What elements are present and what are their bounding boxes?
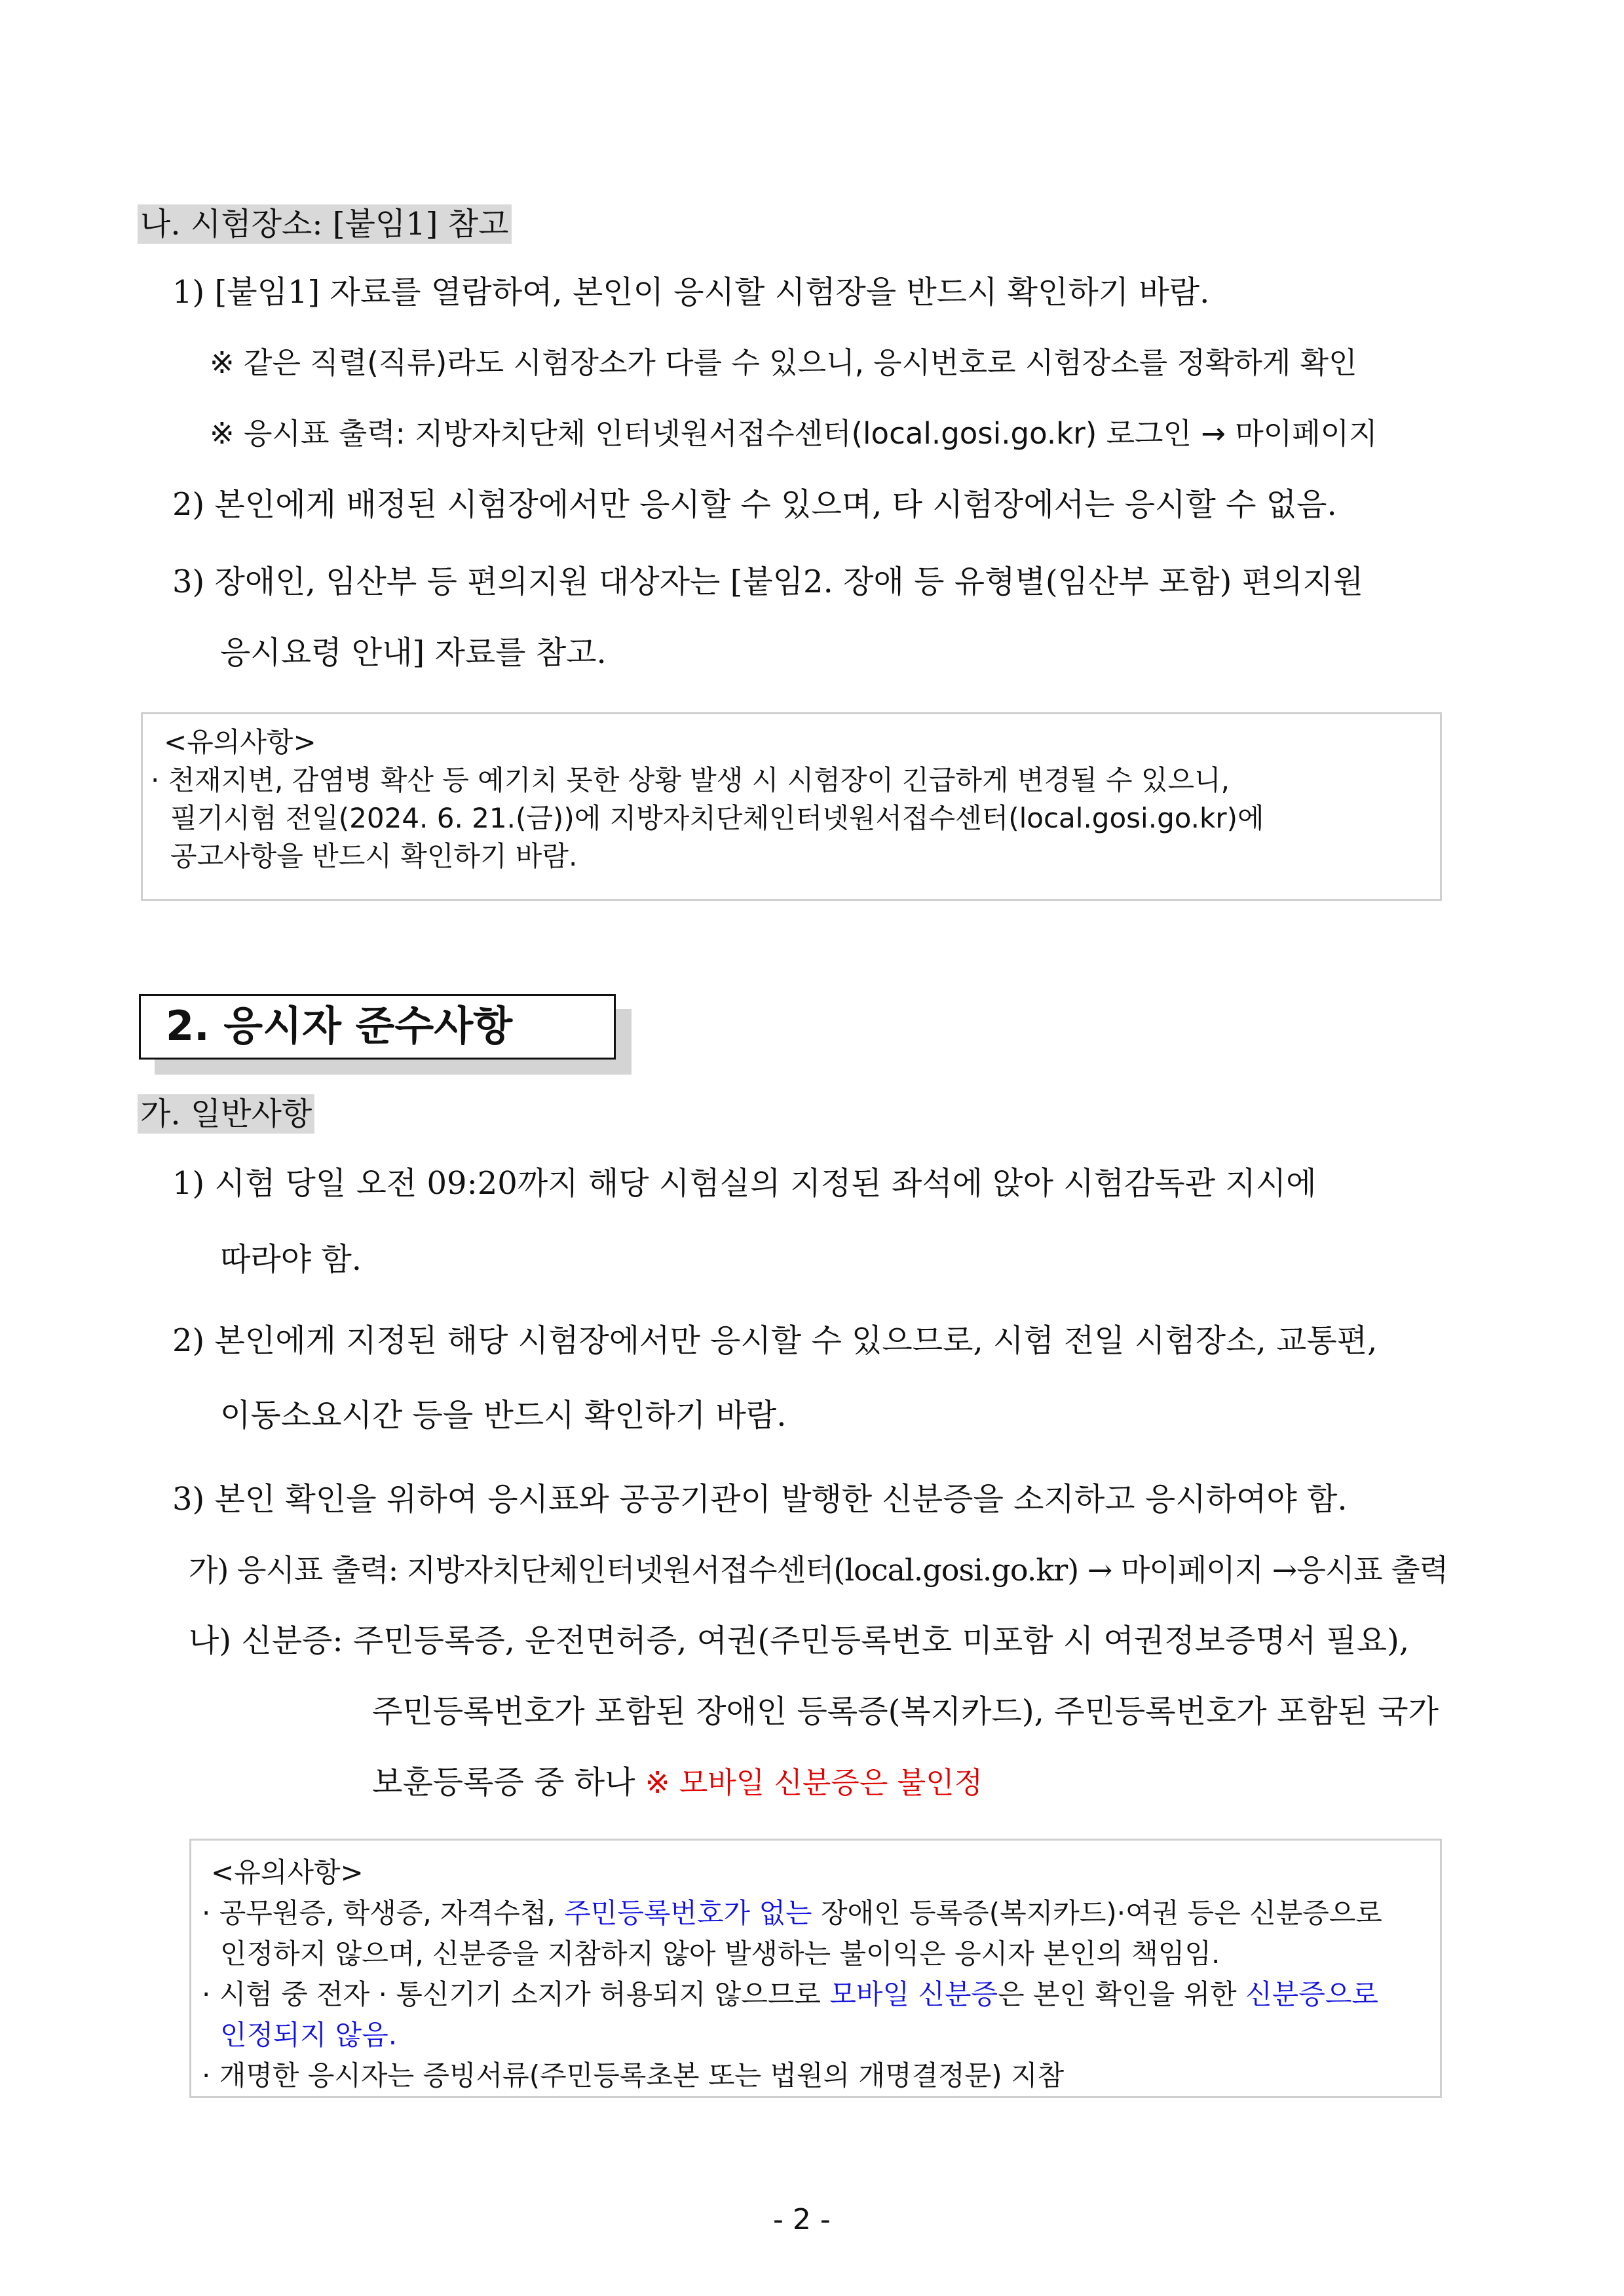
chapter-heading — [139, 994, 616, 1060]
notice-1-title: <유의사항> — [164, 726, 316, 758]
section-na-item-2: 2) 본인에게 배정된 시험장에서만 응시할 수 있으며, 타 시험장에서는 응시할 수 없음. — [172, 486, 1337, 523]
chapter-title: 2. 응시자 준수사항 — [166, 1002, 513, 1050]
section-na-item-3-line-1: 3) 장애인, 임산부 등 편의지원 대상자는 [붙임2. 장애 등 유형별(임산부 포함) 편의지원 — [172, 564, 1364, 600]
section-ga-item-3: 3) 본인 확인을 위하여 응시표와 공공기관이 발행한 신분증을 소지하고 응시하여야 함. — [172, 1481, 1348, 1518]
notice-2-line-1 — [202, 1893, 1440, 1934]
notice-2-line-1-a: · 공무원증, 학생증, 자격수첩, — [202, 1897, 565, 1929]
notice-2-line-1-blue: 주민등록번호가 없는 — [564, 1897, 812, 1929]
page-number: - 2 - — [773, 2203, 831, 2236]
notice-2-line-1-b: 장애인 등록증(복지카드)·여권 등은 신분증으로 — [812, 1897, 1383, 1929]
section-ga-item-2-line-2: 이동소요시간 등을 반드시 확인하기 바람. — [220, 1397, 787, 1434]
notice-box-1 — [141, 712, 1442, 901]
section-ga-item-1-line-1: 1) 시험 당일 오전 09:20까지 해당 시험실의 지정된 좌석에 앉아 시험감독관 지시에 — [172, 1165, 1317, 1202]
notice-1-line-3: 공고사항을 반드시 확인하기 바람. — [170, 840, 578, 872]
section-ga-sub-b-line-2: 주민등록번호가 포함된 장애인 등록증(복지카드), 주민등록번호가 포함된 국가 — [372, 1693, 1439, 1730]
notice-2-title: <유의사항> — [211, 1856, 364, 1888]
section-na-item-3-line-2: 응시요령 안내] 자료를 참고. — [220, 634, 607, 671]
notice-2-line-3-blue-1: 모바일 신분증 — [829, 1978, 998, 2010]
notice-2-line-2: 인정하지 않으며, 신분증을 지참하지 않아 발생하는 불이익은 응시자 본인의 책임임. — [220, 1938, 1220, 1970]
mobile-id-not-accepted: ※ 모바일 신분증은 불인정 — [645, 1765, 983, 1800]
section-ga-sub-b-line-1: 나) 신분증: 주민등록증, 운전면허증, 여권(주민등록번호 미포함 시 여권정보증명서 필요), — [189, 1622, 1410, 1659]
notice-2-line-3 — [202, 1974, 1440, 2015]
section-ga-sub-b-line-3 — [372, 1763, 983, 1803]
section-na-note-2: ※ 응시표 출력: 지방자치단체 인터넷원서접수센터(local.gosi.go.kr) 로그인 → 마이페이지 — [210, 416, 1378, 451]
notice-2-line-3-a: · 시험 중 전자 · 통신기기 소지가 허용되지 않으므로 — [202, 1978, 830, 2010]
section-ga-item-2-line-1: 2) 본인에게 지정된 해당 시험장에서만 응시할 수 있으므로, 시험 전일 시험장소, 교통편, — [172, 1322, 1378, 1359]
notice-2-line-4: 인정되지 않음. — [220, 2019, 398, 2051]
section-na-item-1: 1) [붙임1] 자료를 열람하여, 본인이 응시할 시험장을 반드시 확인하기 바람. — [172, 274, 1210, 311]
notice-1-line-1: · 천재지변, 감염병 확산 등 예기치 못한 상황 발생 시 시험장이 긴급하게 변경될 수 있으니, — [151, 764, 1230, 796]
section-ga-heading: 가. 일반사항 — [138, 1094, 314, 1134]
notice-2-line-3-blue-2: 신분증으로 — [1245, 1978, 1378, 2010]
sub-b-line-3-text: 보훈등록증 중 하나 — [372, 1764, 645, 1801]
notice-2-line-3-b: 은 본인 확인을 위한 — [998, 1978, 1246, 2010]
notice-box-2 — [189, 1839, 1442, 2098]
section-na-heading: 나. 시험장소: [붙임1] 참고 — [138, 204, 512, 244]
notice-1-line-2: 필기시험 전일(2024. 6. 21.(금))에 지방자치단체인터넷원서접수센터(local.gosi.go.kr)에 — [170, 802, 1264, 834]
notice-2-line-5: · 개명한 응시자는 증빙서류(주민등록초본 또는 법원의 개명결정문) 지참 — [202, 2059, 1065, 2092]
section-na-note-1: ※ 같은 직렬(직류)라도 시험장소가 다를 수 있으니, 응시번호로 시험장소를 정확하게 확인 — [210, 345, 1357, 380]
section-ga-item-1-line-2: 따라야 함. — [220, 1241, 362, 1278]
section-ga-sub-a: 가) 응시표 출력: 지방자치단체인터넷원서접수센터(local.gosi.go.kr) → 마이페이지 →응시표 출력 — [189, 1552, 1448, 1588]
